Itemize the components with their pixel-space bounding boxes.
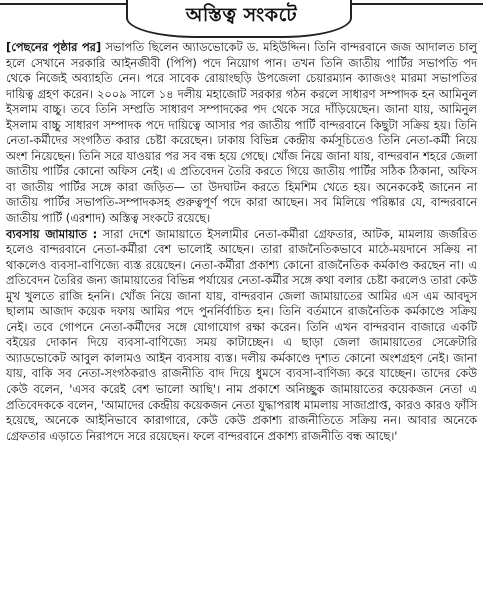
section-subhead: ব্যবসায় জামায়াত : <box>6 226 98 241</box>
article-body <box>6 40 477 444</box>
article-paragraph-2 <box>6 227 477 445</box>
paragraph-2-text: সারা দেশে জামায়াতে ইসলামীর নেতা-কর্মীরা গ্রেফতার, আটক, মামলায় জর্জরিত হলেও বান্দরবানে নেতা-কর্মীরা বেশ ভালোই আছেন। তারা রাজনৈতিকভাবে মাঠে-ময়দানে সক্রিয় না থাকলেও ব্যবসা-বাণিজ্যে ব্যস্ত রয়েছেন। নেতা-কর্মীরা প্রকাশ্য কোনো রাজনৈতিক কর্মকাণ্ড করছেন না। এ প্রতিবেদন তৈরির জন্য জামায়াতের বিভিন্ন পর্যায়ের নেতা-কর্মীর সঙ্গে কথা বলার চেষ্টা করলেও তারা কেউ মুখ খুলতে রাজি হননি। খোঁজ নিয়ে জানা যায়, বান্দরবান জেলা জামায়াতের আমির এস এম আবদুস ছালাম আজাদ কয়েক দফায় আমির পদে পুনর্নির্বাচিত হন। তিনি বর্তমানে রাজনৈতিক কর্মকাণ্ডে সক্রিয় নেই। তবে গোপনে নেতা-কর্মীদের সঙ্গে যোগাযোগ রক্ষা করেন। তিনি এখন বান্দরবান বাজারে একটি বইয়ের দোকান দিয়ে ব্যবসা-বাণিজ্যে সময় কাটাচ্ছেন। এ ছাড়া জেলা জামায়াতের সেক্রেটারি অ্যাডভোকেট আবুল কালামও আইন ব্যবসায় ব্যস্ত। দলীয় কর্মকাণ্ডে দৃশ্যত কোনো অংশগ্রহণ নেই। জানা যায়, বাকি সব নেতা-সংগঠকরাও রাজনীতি বাদ দিয়ে ধুমসে ব্যবসা-বাণিজ্য করে যাচ্ছেন। তাদের কেউ কেউ বলেন, 'এসব করেই বেশ ভালো আছি'। নাম প্রকাশে অনিচ্ছুক জামায়াতের কয়েকজন নেতা এ প্রতিবেদককে বলেন, 'আমাদের কেন্দ্রীয় কয়েকজন নেতা যুদ্ধাপরাধ মামলায় সাজাপ্রাপ্ত, কারও কারও ফাঁসি হয়েছে, অনেকে আইনিভাবে কারাগারে, কেউ কেউ প্রকাশ্য রাজনীতিতে সক্রিয় নন। আবার অনেকে গ্রেফতার এড়াতে নিরাপদে সরে রয়েছেন। ফলে বান্দরবানে প্রকাশ্য রাজনীতি বন্ধ আছে।' <box>6 226 477 443</box>
headline: অস্তিত্ব সংকটে <box>185 4 298 26</box>
article-paragraph-1 <box>6 40 477 227</box>
paragraph-1-text: সভাপতি ছিলেন অ্যাডভোকেট ড. মহিউদ্দিন। তিনি বান্দরবানে জজ আদালত চালু হলে সেখানে সরকারি আইনজীবী (পিপি) পদে নিয়োগ পান। তখন তিনি জাতীয় পার্টির সভাপতি পদ থেকে নিজেই অব্যাহতি নেন। পরে সাবেক রোয়াংছড়ি উপজেলা চেয়ারম্যান ক্যাজওং মারমা সভাপতির দায়িত্ব গ্রহণ করেন। ২০০৯ সালে ১৪ দলীয় মহাজোট সরকার গঠন করলে সাধারণ সম্পাদক হন আমিনুল ইসলাম বাচ্চু। তবে তিনি সম্প্রতি সাধারণ সম্পাদকের পদ থেকে সরে দাঁড়িয়েছেন। জানা যায়, আমিনুল ইসলাম বাচ্চু সাধারণ সম্পাদক পদে দায়িত্বে আসার পর জাতীয় পার্টি বান্দরবানে কিছুটা সক্রিয় হয়। তিনি নেতা-কর্মীদের সংগঠিত করার চেষ্টা করেছেন। ঢাকায় বিভিন্ন কেন্দ্রীয় কর্মসূচিতেও তিনি নেতা-কর্মী নিয়ে অংশ নিয়েছেন। তিনি সরে যাওয়ার পর সব বন্ধ হয়ে গেছে। খোঁজ নিয়ে জানা যায়, বান্দরবান শহরে জেলা জাতীয় পার্টির কোনো অফিস নেই। এ প্রতিবেদন তৈরি করতে গিয়ে জাতীয় পার্টির সঠিক ঠিকানা, অফিস বা জাতীয় পার্টির সঙ্গে কারা জড়িত— তা উদঘাটন করতে হিমশিম খেতে হয়। অনেককেই জানেন না জাতীয় পার্টির সভাপতি-সম্পাদকসহ গুরুত্বপূর্ণ পদে কারা আছেন। সব মিলিয়ে পরিষ্কার যে, বান্দরবানে জাতীয় পার্টি (এরশাদ) অস্তিত্ব সংকটে রয়েছে। <box>6 40 477 226</box>
continuation-marker: [পেছনের পৃষ্ঠার পর] <box>6 40 102 54</box>
